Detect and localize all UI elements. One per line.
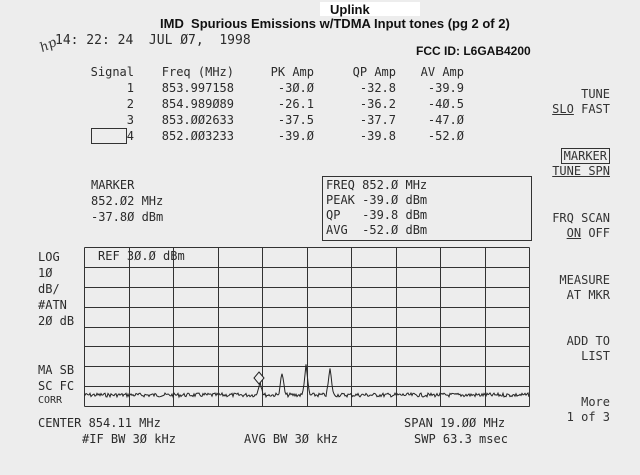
softkey-measure-at-marker[interactable] [559,258,610,303]
atten-value: 2Ø dB [38,314,75,328]
timestamp: 14: 22: 24 JUL Ø7, 1998 [55,33,251,48]
atten-label: #ATN [38,298,67,312]
column-header: AV Amp [420,65,464,79]
softkey-add-title: ADD TO [566,334,610,348]
table-row-selected[interactable] [82,128,464,144]
signal-pk: -39.Ø [277,129,314,143]
softkey-tune[interactable] [552,72,610,117]
column-header: Freq (MHz) [161,65,234,79]
stat-peak: PEAK -39.Ø dBm [326,193,428,207]
graticule-grid [85,248,530,407]
signal-number: 4 [126,129,134,143]
signal-freq: 854.989Ø89 [161,97,234,111]
corr-label: CORR [38,395,63,406]
softkey-frq-on[interactable]: ON [566,226,582,240]
softkey-more[interactable] [567,380,610,425]
scale-value: 1Ø [38,266,53,280]
softkey-add-to-list[interactable] [567,319,610,364]
signal-qp: -36.2 [359,97,396,111]
table-row[interactable] [82,96,464,112]
softkey-frq-title: FRQ SCAN [552,211,610,225]
softkey-marker-tune-span[interactable] [552,134,610,179]
softkey-tune-fast[interactable]: FAST [581,102,610,116]
ma-sb-label: MA SB [38,363,75,377]
column-header: QP Amp [352,65,396,79]
signal-pk: -26.1 [277,97,314,111]
softkey-frq-scan[interactable] [552,196,610,241]
hp-logo-icon: hp [37,35,60,56]
scale-units: dB/ [38,282,60,296]
table-header-row [82,64,464,80]
fcc-id: FCC ID: L6GAB4200 [416,44,531,58]
table-row[interactable] [82,112,464,128]
scale-log-label: LOG [38,250,60,264]
reference-level: REF 3Ø.Ø dBm [98,249,185,263]
marker-freq: 852.Ø2 MHz [91,194,164,208]
selected-signal-box [91,128,127,144]
signal-table [82,64,464,144]
signal-av: -52.Ø [427,129,464,143]
sweep-time: SWP 63.3 msec [414,432,508,446]
stat-qp: QP -39.8 dBm [326,208,428,222]
softkey-marker-title: MARKER [561,148,610,164]
signal-freq: 852.ØØ3233 [161,129,234,143]
softkey-measure-sub: AT MKR [566,288,610,302]
page-subtitle: IMD Spurious Emissions w/TDMA Input tones (pg 2 of 2) [160,16,510,31]
softkey-marker-sub: TUNE SPN [552,164,610,178]
spectrum-graticule[interactable] [84,247,530,407]
signal-pk: -3Ø.Ø [277,81,314,95]
avg-bandwidth: AVG BW 3Ø kHz [244,432,338,446]
signal-qp: -37.7 [359,113,396,127]
softkey-tune-title: TUNE [581,87,610,101]
stat-avg: AVG -52.Ø dBm [326,223,428,237]
span: SPAN 19.ØØ MHz [404,416,506,430]
column-header: PK Amp [270,65,314,79]
spectrum-trace [84,364,529,397]
signal-number: 2 [126,97,134,111]
sc-fc-label: SC FC [38,379,75,393]
table-row[interactable] [82,80,464,96]
signal-pk: -37.5 [277,113,314,127]
center-frequency: CENTER 854.11 MHz [38,416,161,430]
softkey-more-title: More [581,395,610,409]
signal-freq: 853.997158 [161,81,234,95]
softkey-measure-title: MEASURE [559,273,610,287]
signal-av: -47.Ø [427,113,464,127]
signal-qp: -32.8 [359,81,396,95]
signal-av: -39.9 [427,81,464,95]
marker-amplitude: -37.8Ø dBm [91,210,164,224]
signal-freq: 853.ØØ2633 [161,113,234,127]
signal-number: 1 [126,81,134,95]
signal-number: 3 [126,113,134,127]
softkey-frq-off[interactable]: OFF [588,226,610,240]
signal-av: -4Ø.5 [427,97,464,111]
softkey-tune-slo[interactable]: SLO [552,102,574,116]
marker-label: MARKER [91,178,135,192]
page-title: Uplink [330,2,370,17]
stat-freq: FREQ 852.Ø MHz [326,178,428,192]
signal-qp: -39.8 [359,129,396,143]
softkey-add-sub: LIST [581,349,610,363]
column-header: Signal [90,65,134,79]
if-bandwidth: #IF BW 3Ø kHz [82,432,176,446]
softkey-more-sub: 1 of 3 [566,410,610,424]
